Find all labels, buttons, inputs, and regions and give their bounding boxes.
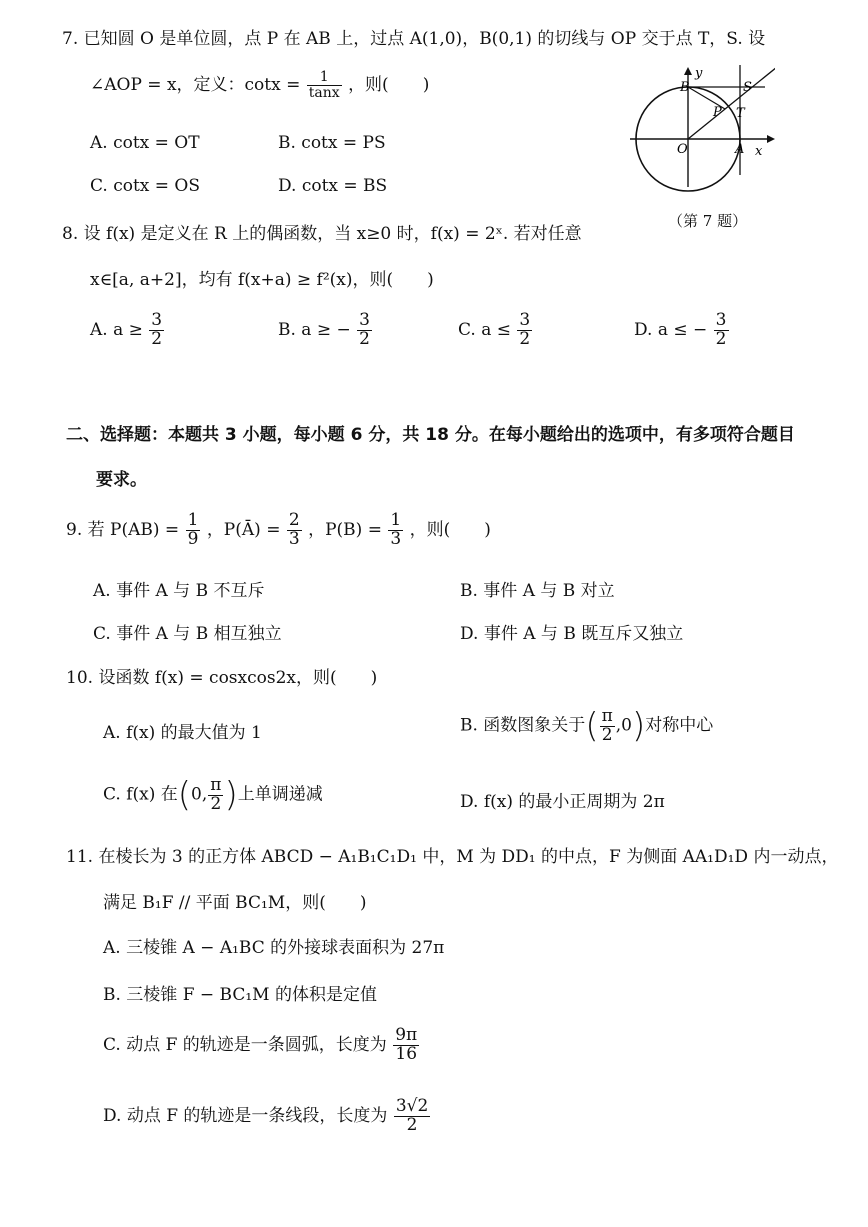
q8-c-fraction: $\frac{3}{2}$	[519, 310, 531, 349]
fig-label-p: P	[713, 105, 722, 120]
q11-option-c: C. 动点 F 的轨迹是一条圆弧，长度为 $\frac{9\pi}{16}$	[103, 1025, 418, 1064]
q8-number: 8.	[62, 224, 79, 244]
q7-line2	[90, 70, 429, 101]
q7-stem: 已知圆 O 是单位圆，点 P 在 AB 上，过点 A(1,0)，B(0,1) 的切线与 OP 交于点 T，S. 设	[83, 29, 766, 49]
q10-option-b: B. 函数图象关于( $\frac{\pi}{2}$ ,0)对称中心	[460, 705, 714, 746]
q8-b-fraction: $\frac{3}{2}$	[359, 310, 370, 349]
q7-definition: ∠AOP = x，定义：cotx =	[90, 75, 301, 95]
q7-number: 7.	[62, 29, 79, 49]
q9-option-c: C. 事件 A 与 B 相互独立	[93, 624, 282, 644]
q7-option-c: C. cotx = OS	[90, 176, 201, 196]
q9-option-a: A. 事件 A 与 B 不互斥	[93, 581, 265, 601]
q7-line1	[62, 24, 765, 49]
q10-option-d: D. f(x) 的最小正周期为 2π	[460, 792, 665, 812]
q10-option-a: A. f(x) 的最大值为 1	[103, 723, 262, 743]
q7-figure	[625, 65, 775, 195]
q8-option-b: B. a ≥ − $\frac{3}{2}$	[278, 310, 370, 349]
q11-line2: 满足 B₁F // 平面 BC₁M，则( )	[103, 893, 367, 913]
q7-option-b: B. cotx = PS	[278, 133, 386, 153]
q9-frac-2: $\frac{2}{3}$	[288, 510, 300, 549]
q8-line1	[62, 219, 582, 244]
section2-heading-cont: 要求。	[96, 470, 147, 490]
q9-stem: 9. 若 P(AB) = $\frac{1}{9}$ ，P(Ā) = $\frac{2}{3}$ ，P(B) = $\frac{1}{3}$ ，则( )	[66, 510, 491, 549]
q8-option-a: A. a ≥ $\frac{3}{2}$	[90, 310, 163, 349]
fig-label-x: x	[755, 144, 763, 159]
q7-option-d: D. cotx = BS	[278, 176, 388, 196]
q9-frac-1: $\frac{1}{9}$	[187, 510, 199, 549]
q11-c-fraction: $\frac{9\pi}{16}$	[395, 1025, 418, 1064]
q11-option-d: D. 动点 F 的轨迹是一条线段，长度为 $\frac{3√2}{2}$	[103, 1096, 429, 1135]
q9-frac-3: $\frac{1}{3}$	[390, 510, 402, 549]
fig-label-s: S	[743, 80, 752, 95]
q8-line2: x∈[a, a+2]，均有 f(x+a) ≥ f²(x)，则( )	[90, 270, 434, 290]
q11-number: 11.	[66, 847, 94, 867]
q11-option-b: B. 三棱锥 F − BC₁M 的体积是定值	[103, 985, 377, 1005]
section2-heading: 二、选择题：本题共 3 小题，每小题 6 分，共 18 分。在每小题给出的选项中，有多项符合题目	[66, 425, 795, 445]
fig-label-b: B	[680, 80, 690, 95]
q7-fraction: $\frac{1}{\tan x}$	[308, 69, 340, 101]
q11-line1: 11. 在棱长为 3 的正方体 ABCD − A₁B₁C₁D₁ 中，M 为 DD₁ 的中点，F 为侧面 AA₁D₁D 内一动点，	[66, 847, 839, 867]
fig-label-a: A	[735, 142, 745, 157]
q10-number: 10.	[66, 668, 94, 688]
q8-option-d: D. a ≤ − $\frac{3}{2}$	[634, 310, 727, 349]
q8-a-fraction: $\frac{3}{2}$	[151, 310, 163, 349]
q10-stem: 10. 设函数 f(x) = cosxcos2x，则( )	[66, 668, 378, 688]
fig-label-o: O	[677, 142, 688, 157]
q11-option-a: A. 三棱锥 A − A₁BC 的外接球表面积为 27π	[103, 938, 445, 958]
q10-option-c: C. f(x) 在(0, $\frac{\pi}{2}$ )上单调递减	[103, 774, 323, 815]
q8-d-fraction: $\frac{3}{2}$	[715, 310, 727, 349]
q8-stem: 设 f(x) 是定义在 R 上的偶函数，当 x≥0 时，f(x) = 2ˣ. 若对任意	[83, 224, 582, 244]
q9-option-d: D. 事件 A 与 B 既互斥又独立	[460, 624, 684, 644]
fig-label-t: T	[736, 106, 745, 121]
q7-option-a: A. cotx = OT	[90, 133, 200, 153]
q8-option-c: C. a ≤ $\frac{3}{2}$	[458, 310, 531, 349]
q9-number: 9.	[66, 519, 83, 540]
q7-figure-caption: （第 7 题）	[668, 212, 748, 230]
fig-label-y: y	[695, 66, 703, 81]
q9-option-b: B. 事件 A 与 B 对立	[460, 581, 615, 601]
q7-tail: ，则( )	[348, 75, 430, 95]
q11-d-fraction: $\frac{3√2}{2}$	[395, 1096, 429, 1135]
